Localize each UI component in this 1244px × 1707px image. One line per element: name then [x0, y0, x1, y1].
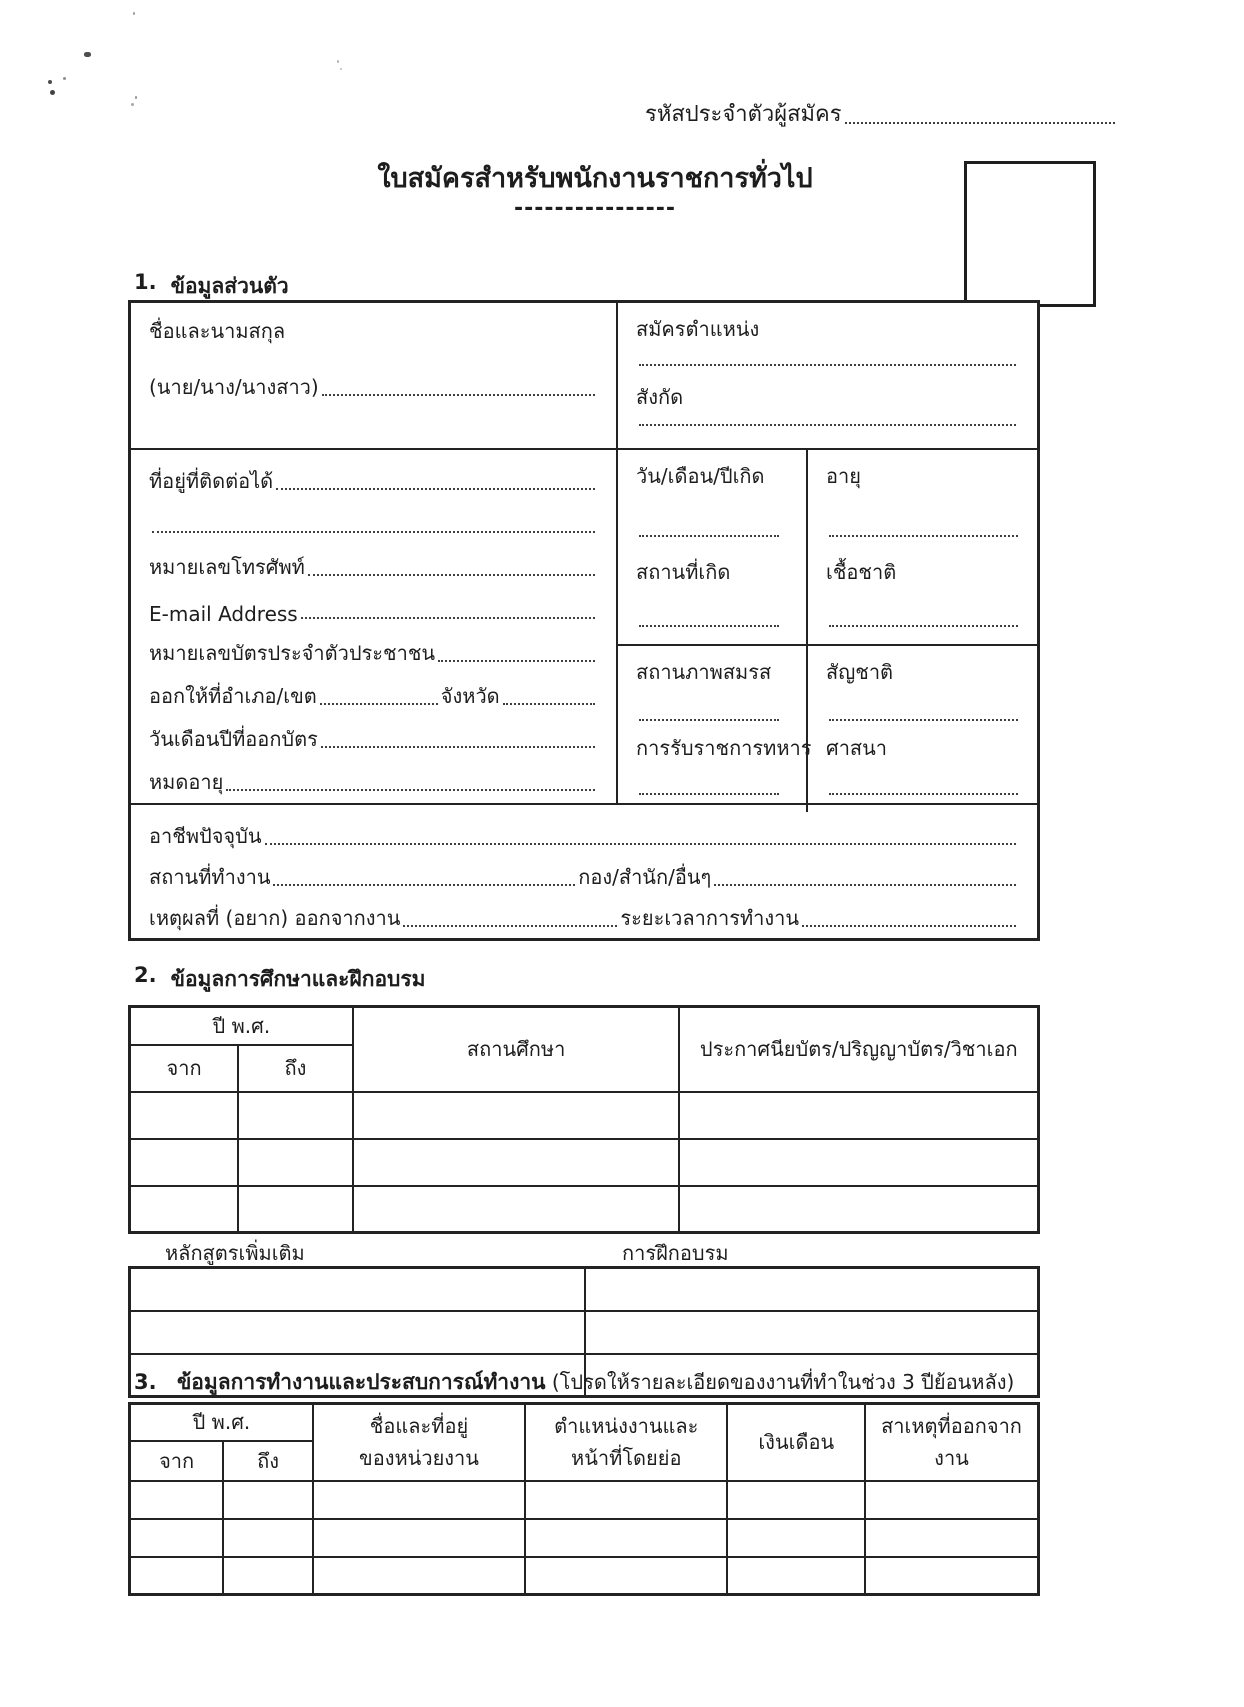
empty-cell [525, 1481, 727, 1519]
education-table [128, 1005, 1040, 1234]
table-row [130, 1092, 1039, 1139]
empty-cell [223, 1519, 313, 1557]
section3-title: ข้อมูลการทำงานและประสบการณ์ทำงาน [176, 1370, 546, 1394]
work-salary-header: เงินเดือน [727, 1404, 865, 1481]
work-experience-table [128, 1402, 1040, 1596]
empty-cell [313, 1481, 525, 1519]
table-row [130, 1519, 1039, 1557]
name-label: ชื่อและนามสกุล [149, 319, 286, 343]
empty-cell [353, 1186, 680, 1233]
table-row [131, 448, 1037, 803]
empty-cell [865, 1481, 1038, 1519]
province-label: จังหวัด [440, 684, 500, 708]
work-position-header [525, 1404, 727, 1481]
nationality-religion-cell [808, 646, 1037, 812]
work-year-header: ปี พ.ศ. [130, 1404, 313, 1441]
form-title: ใบสมัครสำหรับพนักงานราชการทั่วไป [377, 163, 813, 194]
marital-status-label: สถานภาพสมรส [636, 660, 772, 684]
name-fill-line [322, 394, 595, 396]
empty-cell [727, 1557, 865, 1595]
empty-cell [525, 1557, 727, 1595]
section1-title: ข้อมูลส่วนตัว [170, 274, 289, 298]
empty-cell [525, 1519, 727, 1557]
empty-cell [130, 1519, 224, 1557]
empty-cell [238, 1139, 353, 1186]
section1-heading [134, 270, 289, 303]
email-fill-line [301, 617, 595, 619]
photo-box [964, 161, 1096, 307]
religion-label: ศาสนา [826, 736, 888, 760]
section1-number: 1. [134, 270, 157, 294]
table-row [130, 1007, 1039, 1045]
religion-fill-line [829, 793, 1018, 795]
name-prefix-label: (นาย/นาง/นางสาว) [149, 375, 319, 399]
edu-institution-header: สถานศึกษา [353, 1007, 680, 1092]
empty-cell [130, 1186, 239, 1233]
empty-cell [865, 1557, 1038, 1595]
contact-details-cell [131, 450, 618, 803]
work-org-header [313, 1404, 525, 1481]
phone-label: หมายเลขโทรศัพท์ [149, 555, 305, 579]
contact-address-fill-line [276, 488, 595, 490]
issued-at-label: ออกให้ที่อำเภอ/เขต [149, 684, 317, 708]
card-expiry-fill-line [226, 789, 595, 791]
military-service-fill-line [639, 793, 779, 795]
table-row [131, 303, 1037, 448]
empty-cell [679, 1092, 1038, 1139]
empty-cell [313, 1557, 525, 1595]
birth-date-fill-line [639, 535, 779, 537]
affiliation-label: สังกัด [636, 385, 684, 409]
additional-course-label: หลักสูตรเพิ่มเติม [165, 1241, 305, 1265]
empty-cell [130, 1268, 585, 1311]
applicant-id-label: รหัสประจำตัวผู้สมัคร [645, 102, 842, 127]
empty-cell [130, 1092, 239, 1139]
edu-year-header: ปี พ.ศ. [130, 1007, 353, 1045]
birth-place-label: สถานที่เกิด [636, 560, 731, 584]
edu-to-header: ถึง [238, 1045, 353, 1092]
table-row [130, 1481, 1039, 1519]
issued-at-fill-line [320, 703, 438, 705]
empty-cell [130, 1139, 239, 1186]
empty-cell [585, 1311, 1039, 1354]
personal-info-table [128, 300, 1040, 941]
card-issue-date-fill-line [321, 746, 595, 748]
empty-cell [238, 1186, 353, 1233]
age-fill-line [829, 535, 1018, 537]
age-label: อายุ [826, 464, 861, 488]
work-org-header-line2: ของหน่วยงาน [359, 1446, 479, 1471]
empty-cell [679, 1186, 1038, 1233]
marital-status-fill-line [639, 719, 779, 721]
empty-cell [585, 1268, 1039, 1311]
table-row [130, 1311, 1039, 1354]
race-fill-line [829, 625, 1018, 627]
citizen-id-fill-line [438, 660, 595, 662]
birth-place-fill-line [639, 625, 779, 627]
division-label: กอง/สำนัก/อื่นๆ [578, 865, 712, 889]
empty-cell [353, 1139, 680, 1186]
empty-cell [865, 1519, 1038, 1557]
affiliation-fill-line [639, 424, 1016, 426]
card-expiry-label: หมดอายุ [149, 770, 224, 794]
work-position-header-line1: ตำแหน่งงานและ [554, 1414, 699, 1439]
training-label: การฝึกอบรม [622, 1241, 729, 1265]
age-race-cell [808, 450, 1037, 644]
table-row [130, 1186, 1039, 1233]
contact-address-label: ที่อยู่ที่ติดต่อได้ [149, 469, 274, 493]
birth-date-place-cell [618, 450, 808, 644]
phone-fill-line [308, 574, 595, 576]
section3-note: (โปรดให้รายละเอียดของงานที่ทำในช่วง 3 ปีย้อนหลัง) [551, 1370, 1015, 1394]
table-row [130, 1268, 1039, 1311]
workplace-label: สถานที่ทำงาน [149, 865, 271, 889]
table-row [130, 1557, 1039, 1595]
marital-military-cell [618, 646, 812, 812]
email-label: E-mail Address [149, 602, 298, 626]
apply-position-label: สมัครตำแหน่ง [636, 317, 760, 341]
edu-certificate-header: ประกาศนียบัตร/ปริญญาบัตร/วิชาเอก [679, 1007, 1038, 1092]
contact-address-fill-line-2 [152, 531, 595, 533]
birth-date-label: วัน/เดือน/ปีเกิด [636, 464, 765, 488]
workplace-fill-line [273, 884, 575, 886]
name-cell [131, 303, 618, 448]
nationality-label: สัญชาติ [826, 660, 894, 684]
current-occupation-fill-line [265, 843, 1017, 845]
empty-cell [130, 1557, 224, 1595]
citizen-id-label: หมายเลขบัตรประจำตัวประชาชน [149, 641, 436, 665]
occupation-cell [131, 803, 1037, 938]
race-label: เชื้อชาติ [826, 560, 897, 584]
applicant-id-row [645, 96, 1118, 133]
empty-cell [313, 1519, 525, 1557]
edu-from-header: จาก [130, 1045, 239, 1092]
work-duration-label: ระยะเวลาการทำงาน [620, 906, 800, 930]
section2-number: 2. [134, 963, 157, 987]
empty-cell [130, 1481, 224, 1519]
empty-cell [679, 1139, 1038, 1186]
resign-reason-fill-line [403, 925, 617, 927]
resign-reason-label: เหตุผลที่ (อยาก) ออกจากงาน [149, 906, 401, 930]
applicant-id-fill-line [845, 122, 1115, 124]
empty-cell [353, 1092, 680, 1139]
empty-cell [223, 1557, 313, 1595]
section2-title: ข้อมูลการศึกษาและฝึกอบรม [170, 967, 426, 991]
position-cell [618, 303, 1037, 448]
empty-cell [238, 1092, 353, 1139]
table-row [130, 1404, 1039, 1441]
nationality-fill-line [829, 719, 1018, 721]
section3-number: 3. [134, 1370, 157, 1394]
military-service-label: การรับราชการทหาร [636, 736, 812, 760]
apply-position-fill-line [639, 364, 1016, 366]
division-fill-line [714, 884, 1016, 886]
section3-heading [134, 1366, 1014, 1399]
work-position-header-line2: หน้าที่โดยย่อ [571, 1446, 682, 1471]
card-issue-date-label: วันเดือนปีที่ออกบัตร [149, 727, 318, 751]
empty-cell [130, 1311, 585, 1354]
work-from-header: จาก [130, 1441, 224, 1481]
current-occupation-label: อาชีพปัจจุบัน [149, 824, 262, 848]
empty-cell [223, 1481, 313, 1519]
title-underline: ---------------- [513, 196, 677, 221]
province-fill-line [503, 703, 595, 705]
work-org-header-line1: ชื่อและที่อยู่ [369, 1414, 469, 1439]
table-row [130, 1139, 1039, 1186]
empty-cell [727, 1481, 865, 1519]
work-leave-reason-header: สาเหตุที่ออกจากงาน [865, 1404, 1038, 1481]
work-duration-fill-line [802, 925, 1016, 927]
work-to-header: ถึง [223, 1441, 313, 1481]
empty-cell [727, 1519, 865, 1557]
section2-heading [134, 963, 426, 996]
